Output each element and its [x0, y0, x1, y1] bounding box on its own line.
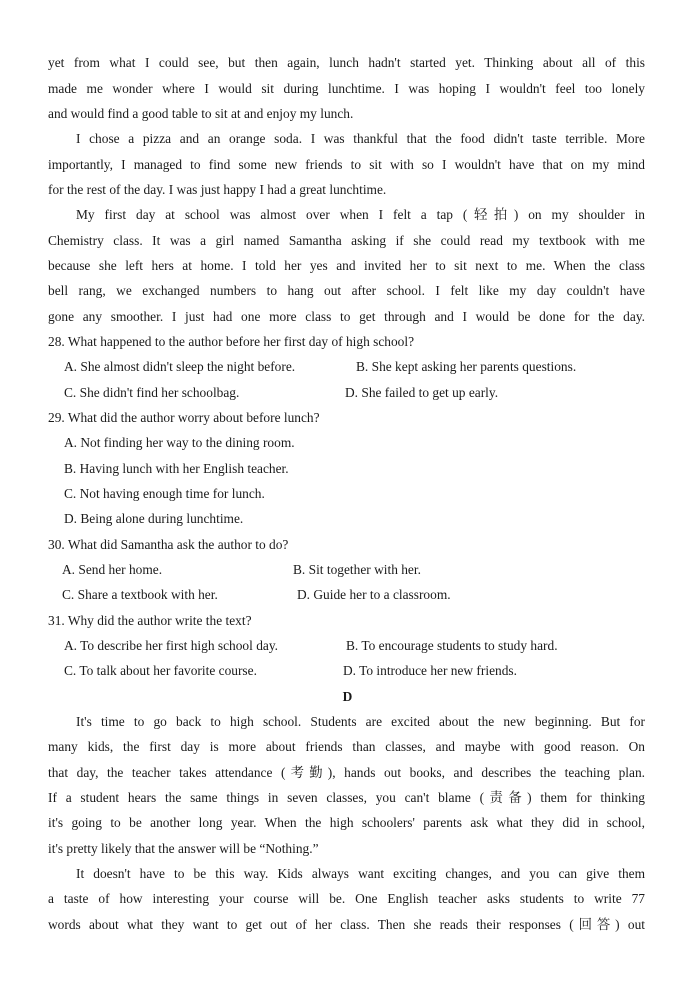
question-stem: 30. What did Samantha ask the author to do?: [48, 537, 289, 552]
option-c: C. To talk about her favorite course.: [64, 663, 257, 678]
passage-d-line: words about what they want to get out of her class. Then she reads their responses (回答) out: [48, 917, 645, 932]
passage-c-line: because she left hers at home. I told her yes and invited her to sit next to me. When the class: [48, 258, 645, 273]
passage-c-line: yet from what I could see, but then again, lunch hadn't started yet. Thinking about all of this: [48, 55, 645, 70]
passage-c-line: bell rang, we exchanged numbers to hang out after school. I felt like my day couldn't have: [48, 283, 645, 298]
option-a: A. Send her home.: [62, 562, 163, 577]
passage-c-line: My first day at school was almost over when I felt a tap (轻拍) on my shoulder in: [76, 207, 645, 222]
passage-d-line: a taste of how interesting your course will be. One English teacher asks students to write 77: [48, 891, 645, 906]
passage-d-line: it's pretty likely that the answer will be “Nothing.”: [48, 841, 319, 856]
section-heading: D: [342, 689, 353, 704]
option-b: B. Sit together with her.: [293, 562, 421, 577]
passage-c-line: I chose a pizza and an orange soda. I was thankful that the food didn't taste terrible. More: [76, 131, 645, 146]
option-d: D. She failed to get up early.: [345, 385, 499, 400]
option-b: B. She kept asking her parents questions.: [356, 359, 577, 374]
option-c: C. She didn't find her schoolbag.: [64, 385, 240, 400]
option-c: C. Share a textbook with her.: [62, 587, 218, 602]
option-d: D. Guide her to a classroom.: [297, 587, 451, 602]
passage-d-line: It doesn't have to be this way. Kids always want exciting changes, and you can give them: [76, 866, 645, 881]
option-a: A. She almost didn't sleep the night before.: [64, 359, 296, 374]
passage-d-line: that day, the teacher takes attendance (考勤), hands out books, and describes the teaching plan.: [48, 765, 645, 780]
passage-d-line: many kids, the first day is more about friends than classes, and maybe with good reason. On: [48, 739, 645, 754]
passage-c-line: gone any smoother. I just had one more class to get through and I would be done for the day.: [48, 309, 645, 324]
option-a: A. Not finding her way to the dining room.: [64, 435, 295, 450]
option-a: A. To describe her first high school day.: [64, 638, 279, 653]
passage-c-line: Chemistry class. It was a girl named Samantha asking if she could read my textbook with me: [48, 233, 645, 248]
option-d: D. To introduce her new friends.: [343, 663, 517, 678]
option-c: C. Not having enough time for lunch.: [64, 486, 265, 501]
passage-c-line: and would find a good table to sit at and enjoy my lunch.: [48, 106, 354, 121]
passage-c-line: for the rest of the day. I was just happy I had a great lunchtime.: [48, 182, 387, 197]
passage-d-line: it's going to be another long year. When the high schoolers' parents ask what they did in school,: [48, 815, 645, 830]
question-stem: 28. What happened to the author before her first day of high school?: [48, 334, 415, 349]
passage-d-line: If a student hears the same things in seven classes, you can't blame (责备) them for thinking: [48, 790, 645, 805]
passage-d-line: It's time to go back to high school. Students are excited about the new beginning. But for: [76, 714, 645, 729]
passage-c-line: importantly, I managed to find some new friends to sit with so I wouldn't have that on my mind: [48, 157, 645, 172]
option-b: B. To encourage students to study hard.: [346, 638, 558, 653]
passage-c-line: made me wonder where I would sit during lunchtime. I was hoping I wouldn't feel too lonely: [48, 81, 645, 96]
question-stem: 29. What did the author worry about before lunch?: [48, 410, 320, 425]
option-b: B. Having lunch with her English teacher.: [64, 461, 289, 476]
question-stem: 31. Why did the author write the text?: [48, 613, 252, 628]
option-d: D. Being alone during lunchtime.: [64, 511, 244, 526]
